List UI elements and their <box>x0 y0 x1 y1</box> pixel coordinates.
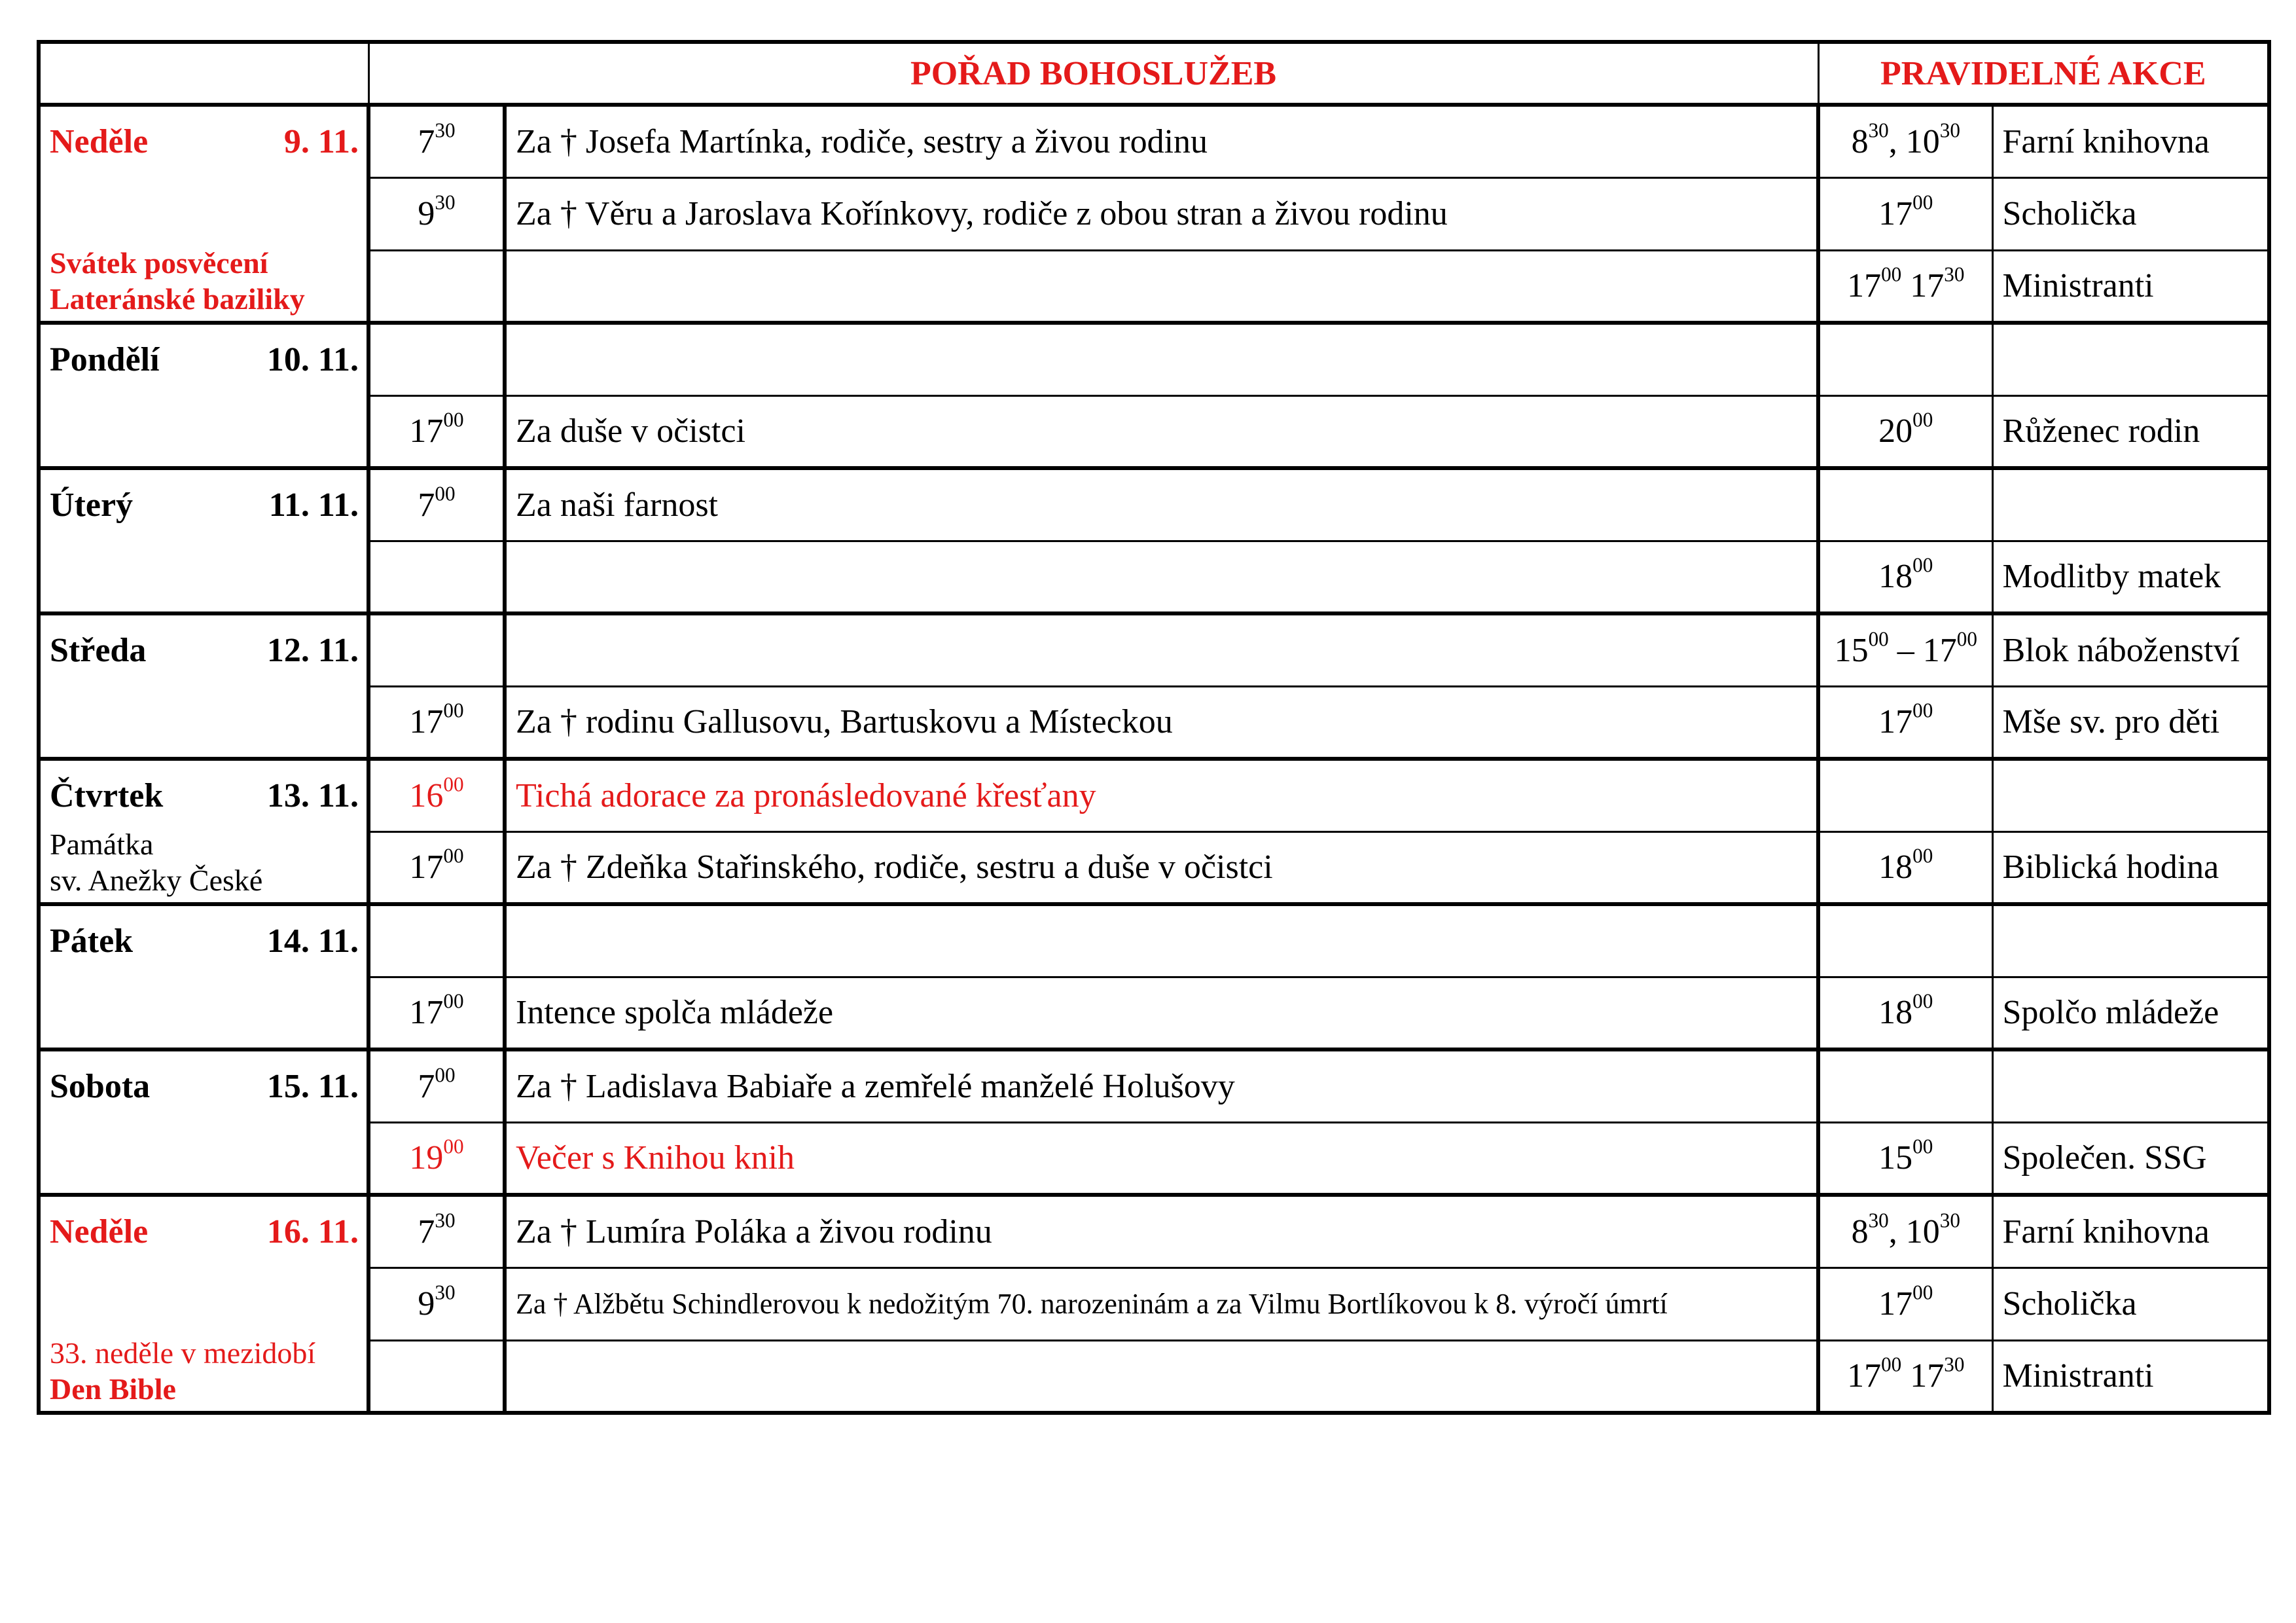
schedule-row <box>39 468 2269 541</box>
mass-time-cell <box>368 177 505 250</box>
time-minutes: 30 <box>1944 263 1965 286</box>
activity-time-cell <box>1818 904 1992 977</box>
mass-intention <box>505 1340 1818 1413</box>
time-value <box>1878 408 1933 450</box>
time-hours: 16 <box>409 776 444 814</box>
time-value <box>418 191 456 232</box>
activity-name <box>1992 759 2269 831</box>
activity-name <box>1992 1049 2269 1122</box>
time-separator <box>1901 267 1910 304</box>
time-minutes: 00 <box>1912 699 1933 722</box>
day-date: 11. 11. <box>268 486 359 524</box>
time-hours: 17 <box>409 412 444 450</box>
mass-time-cell <box>368 105 505 177</box>
time-value <box>1878 989 1933 1032</box>
schedule-row <box>39 1122 2269 1195</box>
day-content <box>50 1213 359 1407</box>
day-date: 15. 11. <box>266 1068 359 1105</box>
activity-time-cell <box>1818 250 1992 323</box>
time-minutes: 00 <box>443 989 464 1013</box>
time-minutes: 30 <box>1944 1353 1965 1376</box>
time-hours: 10 <box>1905 1213 1940 1250</box>
time-value <box>1851 1209 1906 1250</box>
day-content <box>50 776 359 898</box>
day-content <box>50 1067 359 1189</box>
activity-time-cell <box>1818 686 1992 759</box>
day-name: Pátek <box>50 922 134 960</box>
time-minutes: 00 <box>443 844 464 867</box>
activity-name: Ministranti <box>1992 1340 2269 1413</box>
mass-time-cell <box>368 468 505 541</box>
time-minutes: 00 <box>1912 989 1933 1013</box>
mass-intention: Tichá adorace za pronásledované křesťany <box>505 759 1818 831</box>
mass-time-cell <box>368 250 505 323</box>
feast-line: Den Bible <box>50 1372 176 1406</box>
mass-time-cell <box>368 1267 505 1340</box>
activity-time-cell <box>1818 759 1992 831</box>
time-hours: 8 <box>1851 122 1869 160</box>
day-date: 16. 11. <box>266 1213 359 1250</box>
mass-time-cell <box>368 1195 505 1267</box>
activity-time-cell <box>1818 831 1992 904</box>
activity-time-cell <box>1818 177 1992 250</box>
mass-time-cell <box>368 613 505 686</box>
time-value <box>418 1063 456 1105</box>
time-hours: 17 <box>1847 1357 1882 1395</box>
schedule-row <box>39 977 2269 1049</box>
time-minutes: 30 <box>1939 1209 1960 1232</box>
mass-intention <box>505 613 1818 686</box>
time-minutes: 30 <box>1868 1209 1889 1232</box>
feast-line: Svátek posvěcení <box>50 246 268 280</box>
mass-time-cell <box>368 541 505 613</box>
mass-intention <box>505 541 1818 613</box>
time-hours: 20 <box>1878 412 1913 450</box>
time-value <box>418 1209 456 1250</box>
mass-time-cell <box>368 904 505 977</box>
time-hours: 19 <box>409 1139 444 1177</box>
time-hours: 17 <box>1910 267 1945 305</box>
time-minutes: 00 <box>1912 553 1933 577</box>
day-feast-note <box>50 827 359 898</box>
time-value <box>1905 119 1960 160</box>
time-minutes: 00 <box>1956 627 1977 651</box>
feast-line: sv. Anežky České <box>50 863 263 897</box>
mass-intention: Za naši farnost <box>505 468 1818 541</box>
mass-time-cell <box>368 759 505 831</box>
schedule-row <box>39 831 2269 904</box>
schedule-row <box>39 323 2269 395</box>
activity-name: Scholička <box>1992 177 2269 250</box>
mass-intention <box>505 323 1818 395</box>
schedule-row <box>39 759 2269 831</box>
time-hours: 17 <box>1878 703 1913 741</box>
day-content <box>50 340 359 462</box>
time-value <box>409 773 464 814</box>
time-value <box>1878 844 1933 886</box>
activity-name: Blok náboženství <box>1992 613 2269 686</box>
day-feast-note <box>50 1336 359 1407</box>
time-value <box>409 844 464 886</box>
mass-intention <box>505 904 1818 977</box>
time-hours: 10 <box>1905 122 1940 160</box>
activity-name <box>1992 323 2269 395</box>
time-value <box>1834 627 1923 669</box>
mass-time-cell <box>368 323 505 395</box>
day-cell <box>39 105 368 323</box>
time-minutes: 30 <box>435 191 456 214</box>
mass-time-cell <box>368 1049 505 1122</box>
time-hours: 17 <box>409 848 444 886</box>
activity-time-cell <box>1818 1049 1992 1122</box>
mass-intention: Za † Josefa Martínka, rodiče, sestry a živou rodinu <box>505 105 1818 177</box>
time-separator <box>1901 1357 1910 1395</box>
feast-line: Lateránské baziliky <box>50 282 305 316</box>
day-header <box>50 1067 359 1106</box>
mass-intention <box>505 250 1818 323</box>
time-minutes: 30 <box>435 1209 456 1232</box>
time-hours: 18 <box>1878 994 1913 1032</box>
day-cell <box>39 904 368 1049</box>
time-value <box>1910 1353 1965 1395</box>
day-name: Neděle <box>50 123 149 160</box>
schedule-row <box>39 177 2269 250</box>
schedule-row <box>39 541 2269 613</box>
day-content <box>50 631 359 753</box>
header-empty-cell <box>39 42 368 105</box>
time-minutes: 30 <box>1939 119 1960 142</box>
time-hours: 7 <box>418 1067 435 1105</box>
time-separator: , <box>1888 1213 1906 1250</box>
activity-name: Ministranti <box>1992 250 2269 323</box>
time-value <box>1922 627 1977 669</box>
schedule-row <box>39 904 2269 977</box>
day-header <box>50 486 359 524</box>
day-cell <box>39 468 368 613</box>
activity-time-cell <box>1818 541 1992 613</box>
time-hours: 17 <box>1878 1285 1913 1322</box>
schedule-row <box>39 105 2269 177</box>
time-minutes: 00 <box>1912 1281 1933 1304</box>
schedule-body <box>39 42 2269 1413</box>
day-header <box>50 122 359 161</box>
time-hours: 7 <box>418 1213 435 1250</box>
mass-time-cell <box>368 977 505 1049</box>
time-hours: 18 <box>1878 558 1913 596</box>
day-date: 10. 11. <box>266 341 359 378</box>
day-cell <box>39 323 368 468</box>
activity-time-cell <box>1818 468 1992 541</box>
time-hours: 7 <box>418 122 435 160</box>
time-value <box>418 1281 456 1322</box>
time-hours: 9 <box>418 195 435 232</box>
day-content <box>50 122 359 317</box>
schedule-row <box>39 250 2269 323</box>
mass-intention: Za † Věru a Jaroslava Kořínkovy, rodiče z obou stran a živou rodinu <box>505 177 1818 250</box>
time-minutes: 00 <box>1868 627 1889 651</box>
time-hours: 17 <box>1922 631 1957 669</box>
day-name: Pondělí <box>50 341 160 378</box>
activities-title: PRAVIDELNÉ AKCE <box>1818 42 2269 105</box>
mass-time-cell <box>368 1122 505 1195</box>
day-date: 12. 11. <box>266 632 359 669</box>
time-hours: 17 <box>1910 1357 1945 1395</box>
time-value <box>409 989 464 1032</box>
mass-intention: Za † Ladislava Babiaře a zemřelé manželé Holušovy <box>505 1049 1818 1122</box>
time-hours: 7 <box>418 486 435 524</box>
time-minutes: 30 <box>435 1281 456 1304</box>
day-cell <box>39 1049 368 1195</box>
time-minutes: 00 <box>1912 408 1933 431</box>
time-value <box>1847 263 1910 305</box>
mass-intention: Za † Alžbětu Schindlerovou k nedožitým 70. narozeninám a za Vilmu Bortlíkovou k 8. výročí úmrtí <box>505 1267 1818 1340</box>
mass-intention: Za duše v očistci <box>505 395 1818 468</box>
day-content <box>50 486 359 608</box>
time-minutes: 00 <box>435 1063 456 1087</box>
time-value <box>409 408 464 450</box>
day-name: Sobota <box>50 1068 151 1105</box>
activity-name: Mše sv. pro děti <box>1992 686 2269 759</box>
schedule-row <box>39 1195 2269 1267</box>
activity-time-cell <box>1818 395 1992 468</box>
time-minutes: 00 <box>1912 191 1933 214</box>
time-value <box>1905 1209 1960 1250</box>
activity-time-cell <box>1818 613 1992 686</box>
time-hours: 17 <box>1847 267 1882 305</box>
time-hours: 8 <box>1851 1213 1869 1250</box>
services-title: POŘAD BOHOSLUŽEB <box>368 42 1818 105</box>
mass-time-cell <box>368 1340 505 1413</box>
activity-time-cell <box>1818 1195 1992 1267</box>
time-minutes: 00 <box>1881 1353 1902 1376</box>
activity-name: Farní knihovna <box>1992 1195 2269 1267</box>
mass-intention: Večer s Knihou knih <box>505 1122 1818 1195</box>
time-separator: – <box>1888 631 1923 669</box>
mass-intention: Za † Zdeňka Stařinského, rodiče, sestru a duše v očistci <box>505 831 1818 904</box>
time-minutes: 00 <box>443 408 464 431</box>
schedule-table <box>37 40 2271 1415</box>
day-cell <box>39 613 368 759</box>
mass-intention: Intence spolča mládeže <box>505 977 1818 1049</box>
activity-time-cell <box>1818 1267 1992 1340</box>
day-cell <box>39 1195 368 1413</box>
time-minutes: 30 <box>1868 119 1889 142</box>
day-header <box>50 922 359 960</box>
schedule-row <box>39 1267 2269 1340</box>
schedule-row <box>39 1049 2269 1122</box>
feast-line: 33. neděle v mezidobí <box>50 1336 316 1370</box>
activity-name: Modlitby matek <box>1992 541 2269 613</box>
time-value <box>1878 1135 1933 1177</box>
activity-name: Spolčo mládeže <box>1992 977 2269 1049</box>
time-value <box>1847 1353 1910 1395</box>
time-minutes: 00 <box>435 482 456 505</box>
activity-time-cell <box>1818 105 1992 177</box>
day-date: 13. 11. <box>266 777 359 814</box>
day-name: Středa <box>50 632 147 669</box>
time-value <box>418 119 456 160</box>
activity-time-cell <box>1818 1122 1992 1195</box>
mass-time-cell <box>368 831 505 904</box>
time-hours: 15 <box>1878 1139 1913 1177</box>
time-value <box>1910 263 1965 305</box>
schedule-row <box>39 613 2269 686</box>
time-minutes: 00 <box>443 773 464 796</box>
time-hours: 9 <box>418 1285 435 1322</box>
time-minutes: 00 <box>443 1135 464 1158</box>
day-content <box>50 922 359 1044</box>
time-minutes: 00 <box>1912 1135 1933 1158</box>
day-name: Čtvrtek <box>50 777 164 814</box>
mass-time-cell <box>368 686 505 759</box>
time-hours: 18 <box>1878 848 1913 886</box>
time-separator: , <box>1888 122 1906 160</box>
activity-name: Biblická hodina <box>1992 831 2269 904</box>
time-value <box>409 1135 464 1177</box>
activity-time-cell <box>1818 1340 1992 1413</box>
time-minutes: 00 <box>1912 844 1933 867</box>
activity-name: Scholička <box>1992 1267 2269 1340</box>
activity-name <box>1992 468 2269 541</box>
day-name: Úterý <box>50 486 134 524</box>
schedule-row <box>39 395 2269 468</box>
time-value <box>1878 553 1933 596</box>
mass-time-cell <box>368 395 505 468</box>
time-hours: 17 <box>409 994 444 1032</box>
day-header <box>50 776 359 815</box>
mass-intention: Za † Lumíra Poláka a živou rodinu <box>505 1195 1818 1267</box>
time-value <box>418 482 456 524</box>
day-header <box>50 1213 359 1251</box>
activity-name <box>1992 904 2269 977</box>
activity-time-cell <box>1818 977 1992 1049</box>
time-minutes: 30 <box>435 119 456 142</box>
time-value <box>1878 191 1933 232</box>
day-date: 9. 11. <box>283 123 359 160</box>
feast-line: Památka <box>50 828 154 862</box>
time-value <box>1878 699 1933 741</box>
time-value <box>1878 1281 1933 1322</box>
mass-intention: Za † rodinu Gallusovu, Bartuskovu a Místeckou <box>505 686 1818 759</box>
day-name: Neděle <box>50 1213 149 1250</box>
time-hours: 15 <box>1834 631 1869 669</box>
day-header <box>50 631 359 670</box>
header-row <box>39 42 2269 105</box>
time-value <box>1851 119 1906 160</box>
activity-name: Růženec rodin <box>1992 395 2269 468</box>
time-minutes: 00 <box>1881 263 1902 286</box>
day-feast-note <box>50 246 359 317</box>
activity-name: Farní knihovna <box>1992 105 2269 177</box>
schedule-row <box>39 1340 2269 1413</box>
day-date: 14. 11. <box>266 922 359 960</box>
time-hours: 17 <box>1878 195 1913 232</box>
day-header <box>50 340 359 379</box>
activity-name: Společen. SSG <box>1992 1122 2269 1195</box>
schedule-row <box>39 686 2269 759</box>
time-minutes: 00 <box>443 699 464 722</box>
activity-time-cell <box>1818 323 1992 395</box>
time-hours: 17 <box>409 703 444 741</box>
day-cell <box>39 759 368 904</box>
time-value <box>409 699 464 741</box>
